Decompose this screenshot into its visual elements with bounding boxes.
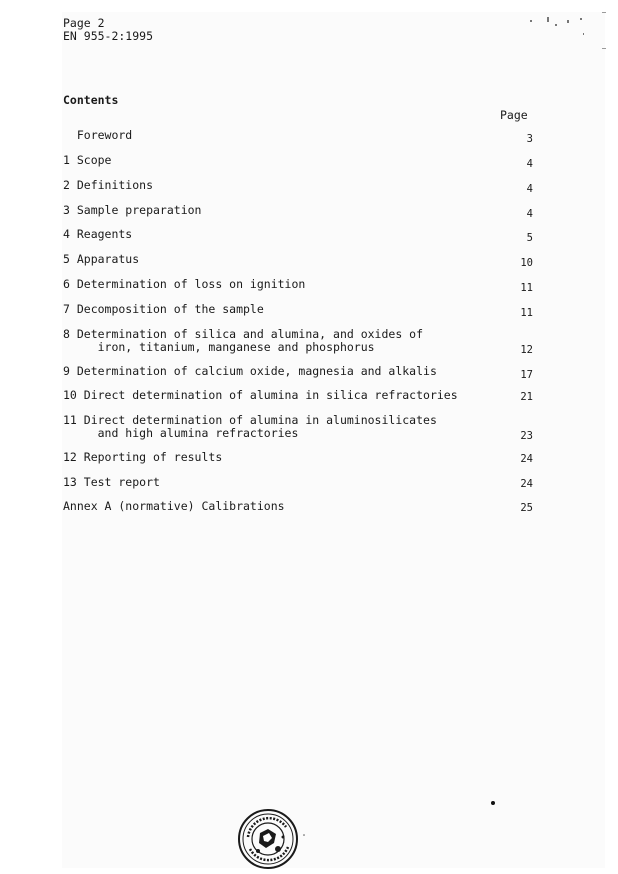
official-stamp-seal — [238, 807, 306, 871]
toc-entry-title: 6 Determination of loss on ignition — [63, 277, 306, 291]
scan-speckle — [555, 24, 557, 26]
toc-entry-page: 4 — [526, 158, 533, 170]
edge-mark — [602, 12, 606, 13]
toc-entry-page: 4 — [526, 183, 533, 195]
toc-entry-title: Annex A (normative) Calibrations — [63, 499, 285, 513]
toc-entry-page: 11 — [520, 307, 533, 319]
standard-identifier: EN 955-2:1995 — [63, 29, 154, 43]
edge-mark — [602, 48, 606, 49]
toc-entry-page: 21 — [520, 391, 533, 403]
toc-entry-title: 4 Reagents — [63, 227, 133, 241]
scan-speckle — [547, 17, 549, 22]
toc-entry[interactable] — [63, 328, 533, 354]
toc-entry-title-continued: iron, titanium, manganese and phosphorus — [63, 340, 375, 354]
toc-entry[interactable] — [63, 414, 533, 440]
toc-entry-title: 9 Determination of calcium oxide, magnesia and alkalis — [63, 364, 437, 378]
contents-heading: Contents — [63, 93, 119, 107]
toc-entry-page: 4 — [526, 208, 533, 220]
scan-speckle — [530, 20, 532, 22]
toc-entry-page: 17 — [520, 369, 533, 381]
toc-entry-title: 5 Apparatus — [63, 252, 140, 266]
toc-entry-page: 11 — [520, 282, 533, 294]
toc-entry-title: 8 Determination of silica and alumina, and oxides of — [63, 327, 424, 341]
scan-speckle — [567, 20, 569, 23]
scan-speckle — [583, 33, 584, 35]
toc-entry-title: 10 Direct determination of alumina in silica refractories — [63, 388, 458, 402]
page-number: Page 2 — [63, 16, 105, 30]
toc-entry-page: 12 — [520, 344, 533, 356]
toc-entry-title: 2 Definitions — [63, 178, 154, 192]
toc-entry-title: 7 Decomposition of the sample — [63, 302, 264, 316]
toc-entry-page: 25 — [520, 502, 533, 514]
toc-entry-title: Foreword — [63, 128, 133, 142]
toc-entry-page: 24 — [520, 478, 533, 490]
toc-entry-page: 10 — [520, 257, 533, 269]
toc-entry-page: 3 — [526, 133, 533, 145]
toc-entry-title: 3 Sample preparation — [63, 203, 202, 217]
page-column-header: Page — [500, 108, 528, 122]
toc-entry-page: 23 — [520, 430, 533, 442]
scan-speckle — [580, 18, 582, 20]
toc-entry-title-continued: and high alumina refractories — [63, 426, 299, 440]
toc-entry-title: 1 Scope — [63, 153, 112, 167]
toc-entry-title: 13 Test report — [63, 475, 160, 489]
toc-entry-title: 12 Reporting of results — [63, 450, 223, 464]
page-header — [63, 17, 153, 43]
toc-entry-title: 11 Direct determination of alumina in aluminosilicates — [63, 413, 437, 427]
toc-entry-page: 24 — [520, 453, 533, 465]
ink-dot — [491, 801, 495, 805]
toc-entry-page: 5 — [526, 232, 533, 244]
